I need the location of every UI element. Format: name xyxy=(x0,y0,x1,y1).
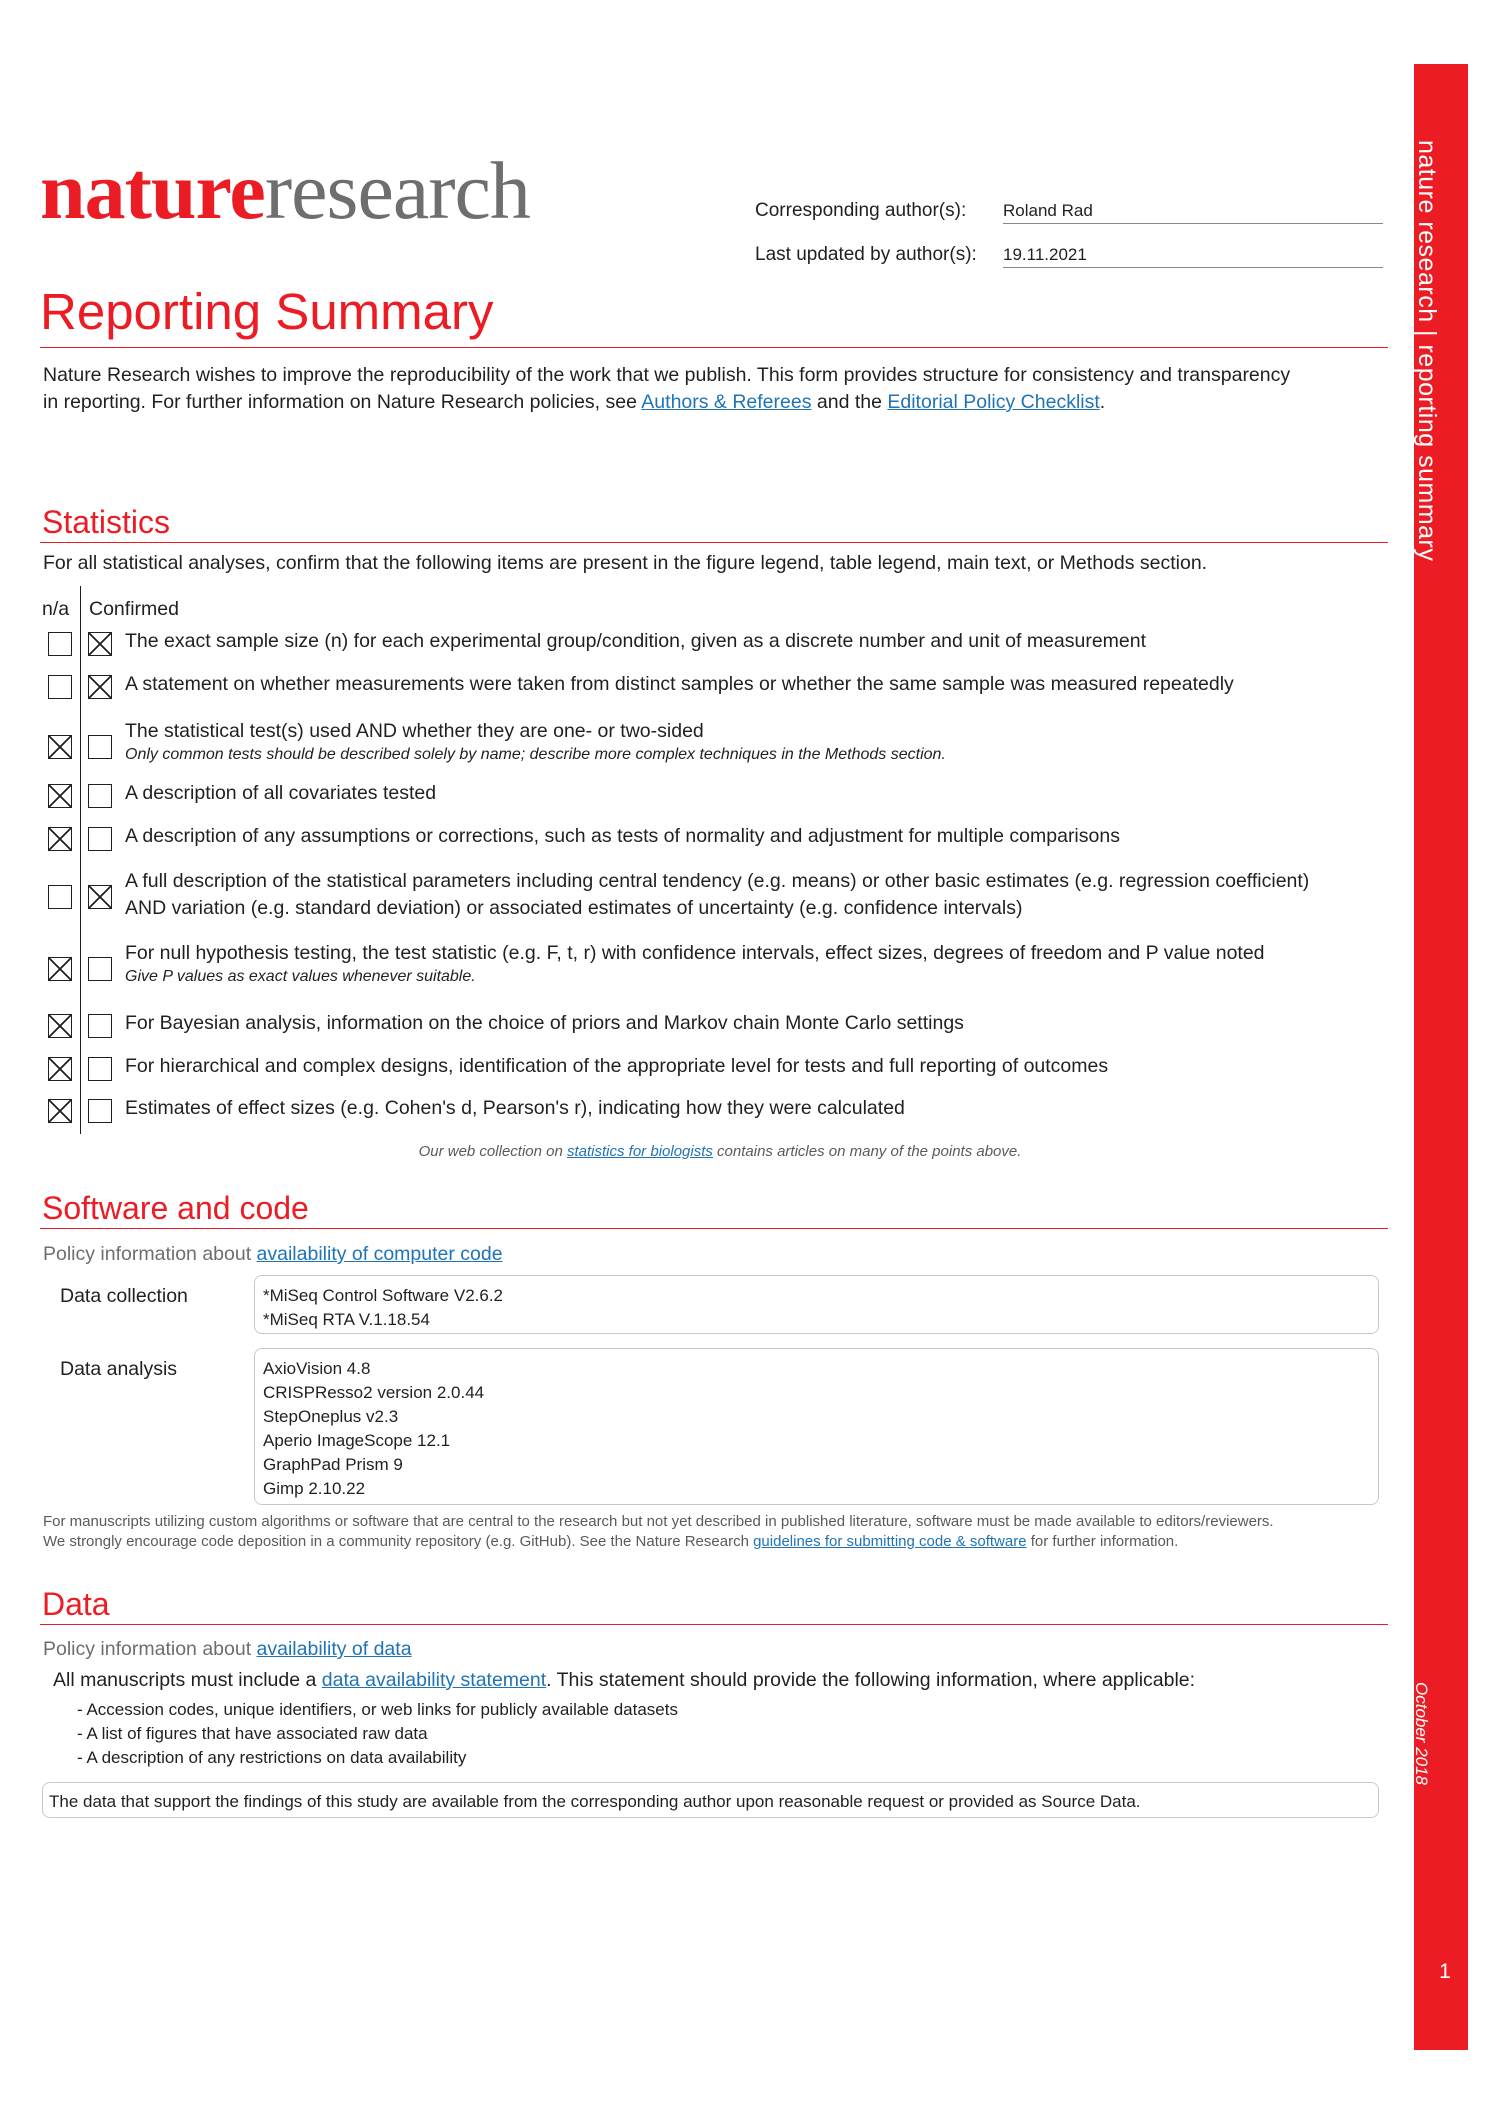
na-checkbox[interactable] xyxy=(48,1057,72,1081)
statistics-divider xyxy=(40,542,1388,543)
confirmed-checkbox[interactable] xyxy=(88,885,112,909)
data-statement-text: The data that support the findings of this study are available from the corresponding author upon reasonable request or provided as Source Data. xyxy=(49,1792,1141,1811)
checklist-item-text xyxy=(125,868,1390,922)
data-bullet-1: - Accession codes, unique identifiers, or web links for publicly available datasets xyxy=(77,1700,678,1719)
sidebar-date: October 2018 xyxy=(1412,1682,1431,1786)
data-collection-label: Data collection xyxy=(60,1285,188,1307)
data-policy-pre: Policy information about xyxy=(43,1638,257,1660)
na-checkbox[interactable] xyxy=(48,957,72,981)
intro-paragraph xyxy=(43,362,1393,416)
data-collection-line-1: *MiSeq Control Software V2.6.2 xyxy=(263,1286,504,1305)
editorial-policy-link[interactable]: Editorial Policy Checklist xyxy=(887,391,1100,413)
intro-line1: Nature Research wishes to improve the reproducibility of the work that we publish. This form provides structure for consistency and transparency xyxy=(43,364,1291,386)
corresponding-author-field[interactable]: Roland Rad xyxy=(1003,201,1383,224)
data-analysis-line-3: StepOneplus v2.3 xyxy=(263,1407,399,1426)
software-note-post: for further information. xyxy=(1026,1533,1179,1550)
checklist-item-text xyxy=(125,823,1390,850)
checklist-item-label-cont: AND variation (e.g. standard deviation) or associated estimates of uncertainty (e.g. confidence intervals) xyxy=(125,897,1023,919)
nature-research-logo xyxy=(40,145,530,236)
data-collection-field[interactable] xyxy=(254,1275,1379,1334)
confirmed-checkbox[interactable] xyxy=(88,827,112,851)
na-checkbox[interactable] xyxy=(48,735,72,759)
corresponding-author-label: Corresponding author(s): xyxy=(755,200,967,221)
confirmed-checkbox[interactable] xyxy=(88,957,112,981)
checklist-item-note: Give P values as exact values whenever suitable. xyxy=(125,968,476,985)
confirmed-checkbox[interactable] xyxy=(88,632,112,656)
confirmed-checkbox[interactable] xyxy=(88,675,112,699)
checklist-item-label: A description of all covariates tested xyxy=(125,782,437,804)
checklist-item-label: For Bayesian analysis, information on the choice of priors and Markov chain Monte Carlo settings xyxy=(125,1012,964,1034)
checklist-item-label: A full description of the statistical parameters including central tendency (e.g. means) or other basic estimates (e.g. regression coefficient) xyxy=(125,870,1310,892)
data-availability-statement-link[interactable]: data availability statement xyxy=(321,1669,547,1691)
checklist-item-text xyxy=(125,940,1390,987)
checklist-item-text xyxy=(125,1053,1390,1080)
data-lead-pre: All manuscripts must include a xyxy=(53,1669,322,1691)
intro-line2: in reporting. For further information on Nature Research policies, see xyxy=(43,391,642,413)
na-checkbox[interactable] xyxy=(48,1014,72,1038)
software-policy-pre: Policy information about xyxy=(43,1243,257,1265)
statistics-footer xyxy=(0,1143,1440,1160)
checklist-item-label: A statement on whether measurements were taken from distinct samples or whether the same sample was measured repeatedly xyxy=(125,673,1234,695)
confirmed-checkbox[interactable] xyxy=(88,1014,112,1038)
checklist-item-label: The statistical test(s) used AND whether they are one- or two-sided xyxy=(125,720,704,742)
statistics-lead: For all statistical analyses, confirm that the following items are present in the figure legend, table legend, main text, or Methods section. xyxy=(43,552,1208,574)
data-analysis-line-4: Aperio ImageScope 12.1 xyxy=(263,1431,451,1450)
page-title: Reporting Summary xyxy=(40,283,494,340)
checklist-item-text xyxy=(125,718,1390,765)
checklist-item-label: A description of any assumptions or corrections, such as tests of normality and adjustment for multiple comparisons xyxy=(125,825,1120,847)
na-checkbox[interactable] xyxy=(48,632,72,656)
logo-part-research: research xyxy=(264,145,530,236)
na-checkbox[interactable] xyxy=(48,827,72,851)
data-analysis-line-2: CRISPResso2 version 2.0.44 xyxy=(263,1383,485,1402)
data-availability-link[interactable]: availability of data xyxy=(256,1638,412,1660)
authors-referees-link[interactable]: Authors & Referees xyxy=(641,391,812,413)
software-heading: Software and code xyxy=(42,1190,309,1226)
logo-part-nature: nature xyxy=(40,145,265,236)
data-heading: Data xyxy=(42,1586,110,1622)
checklist-item-label: The exact sample size (n) for each experimental group/condition, given as a discrete number and unit of measurement xyxy=(125,630,1147,652)
confirmed-checkbox[interactable] xyxy=(88,1099,112,1123)
data-analysis-line-1: AxioVision 4.8 xyxy=(263,1359,371,1378)
data-divider xyxy=(40,1624,1388,1625)
column-confirmed-label: Confirmed xyxy=(89,598,179,620)
software-note-line2 xyxy=(43,1532,1393,1552)
na-checkbox[interactable] xyxy=(48,885,72,909)
checklist-item-text xyxy=(125,780,1390,807)
data-analysis-line-6: Gimp 2.10.22 xyxy=(263,1479,366,1498)
checklist-item-text xyxy=(125,1010,1390,1037)
checklist-item-text xyxy=(125,1095,1390,1122)
data-bullets xyxy=(77,1698,678,1770)
data-statement-field[interactable] xyxy=(42,1782,1379,1818)
checklist-item-label: For null hypothesis testing, the test statistic (e.g. F, t, r) with confidence intervals, effect sizes, degrees of freedom and P value noted xyxy=(125,942,1265,964)
software-note xyxy=(43,1512,1393,1552)
checklist-item-note: Only common tests should be described solely by name; describe more complex techniques in the Methods section. xyxy=(125,746,946,763)
data-lead-post: . This statement should provide the following information, where applicable: xyxy=(546,1669,1196,1691)
data-lead xyxy=(53,1667,1195,1694)
statistics-for-biologists-link[interactable]: statistics for biologists xyxy=(567,1143,713,1160)
sidebar-vertical-title: nature research | reporting summary xyxy=(1413,140,1441,562)
na-checkbox[interactable] xyxy=(48,675,72,699)
data-bullet-3: - A description of any restrictions on data availability xyxy=(77,1748,467,1767)
data-policy xyxy=(43,1638,412,1661)
statistics-footer-pre: Our web collection on xyxy=(418,1143,567,1160)
last-updated-field[interactable]: 19.11.2021 xyxy=(1003,245,1383,268)
checklist-item-text xyxy=(125,671,1390,698)
last-updated-label: Last updated by author(s): xyxy=(755,244,977,265)
intro-and: and the xyxy=(811,391,888,413)
column-na-label: n/a xyxy=(42,598,70,620)
checklist-item-text xyxy=(125,628,1390,655)
data-collection-line-2: *MiSeq RTA V.1.18.54 xyxy=(263,1310,430,1329)
title-divider xyxy=(40,347,1388,348)
na-checkbox[interactable] xyxy=(48,1099,72,1123)
software-note-pre: We strongly encourage code deposition in a community repository (e.g. GitHub). See the Nature Research xyxy=(43,1533,754,1550)
page-number: 1 xyxy=(1439,1960,1451,1983)
software-policy xyxy=(43,1243,503,1266)
checklist-item-label: For hierarchical and complex designs, identification of the appropriate level for tests and full reporting of outcomes xyxy=(125,1055,1109,1077)
checklist-item-label: Estimates of effect sizes (e.g. Cohen's d, Pearson's r), indicating how they were calculated xyxy=(125,1097,905,1119)
statistics-heading: Statistics xyxy=(42,504,171,540)
data-analysis-line-5: GraphPad Prism 9 xyxy=(263,1455,403,1474)
software-divider xyxy=(40,1228,1388,1229)
confirmed-checkbox[interactable] xyxy=(88,735,112,759)
data-analysis-field[interactable] xyxy=(254,1348,1379,1505)
confirmed-checkbox[interactable] xyxy=(88,784,112,808)
statistics-footer-post: contains articles on many of the points above. xyxy=(712,1143,1022,1160)
code-guidelines-link[interactable]: guidelines for submitting code & software xyxy=(753,1533,1027,1550)
software-note-line1: For manuscripts utilizing custom algorithms or software that are central to the research but not yet described in published literature, software must be made available to editors/reviewers. xyxy=(43,1513,1274,1530)
computer-code-availability-link[interactable]: availability of computer code xyxy=(256,1243,503,1265)
na-checkbox[interactable] xyxy=(48,784,72,808)
data-analysis-label: Data analysis xyxy=(60,1358,178,1380)
checklist-column-divider xyxy=(80,586,81,1134)
data-bullet-2: - A list of figures that have associated raw data xyxy=(77,1724,428,1743)
intro-end: . xyxy=(1099,391,1106,413)
confirmed-checkbox[interactable] xyxy=(88,1057,112,1081)
